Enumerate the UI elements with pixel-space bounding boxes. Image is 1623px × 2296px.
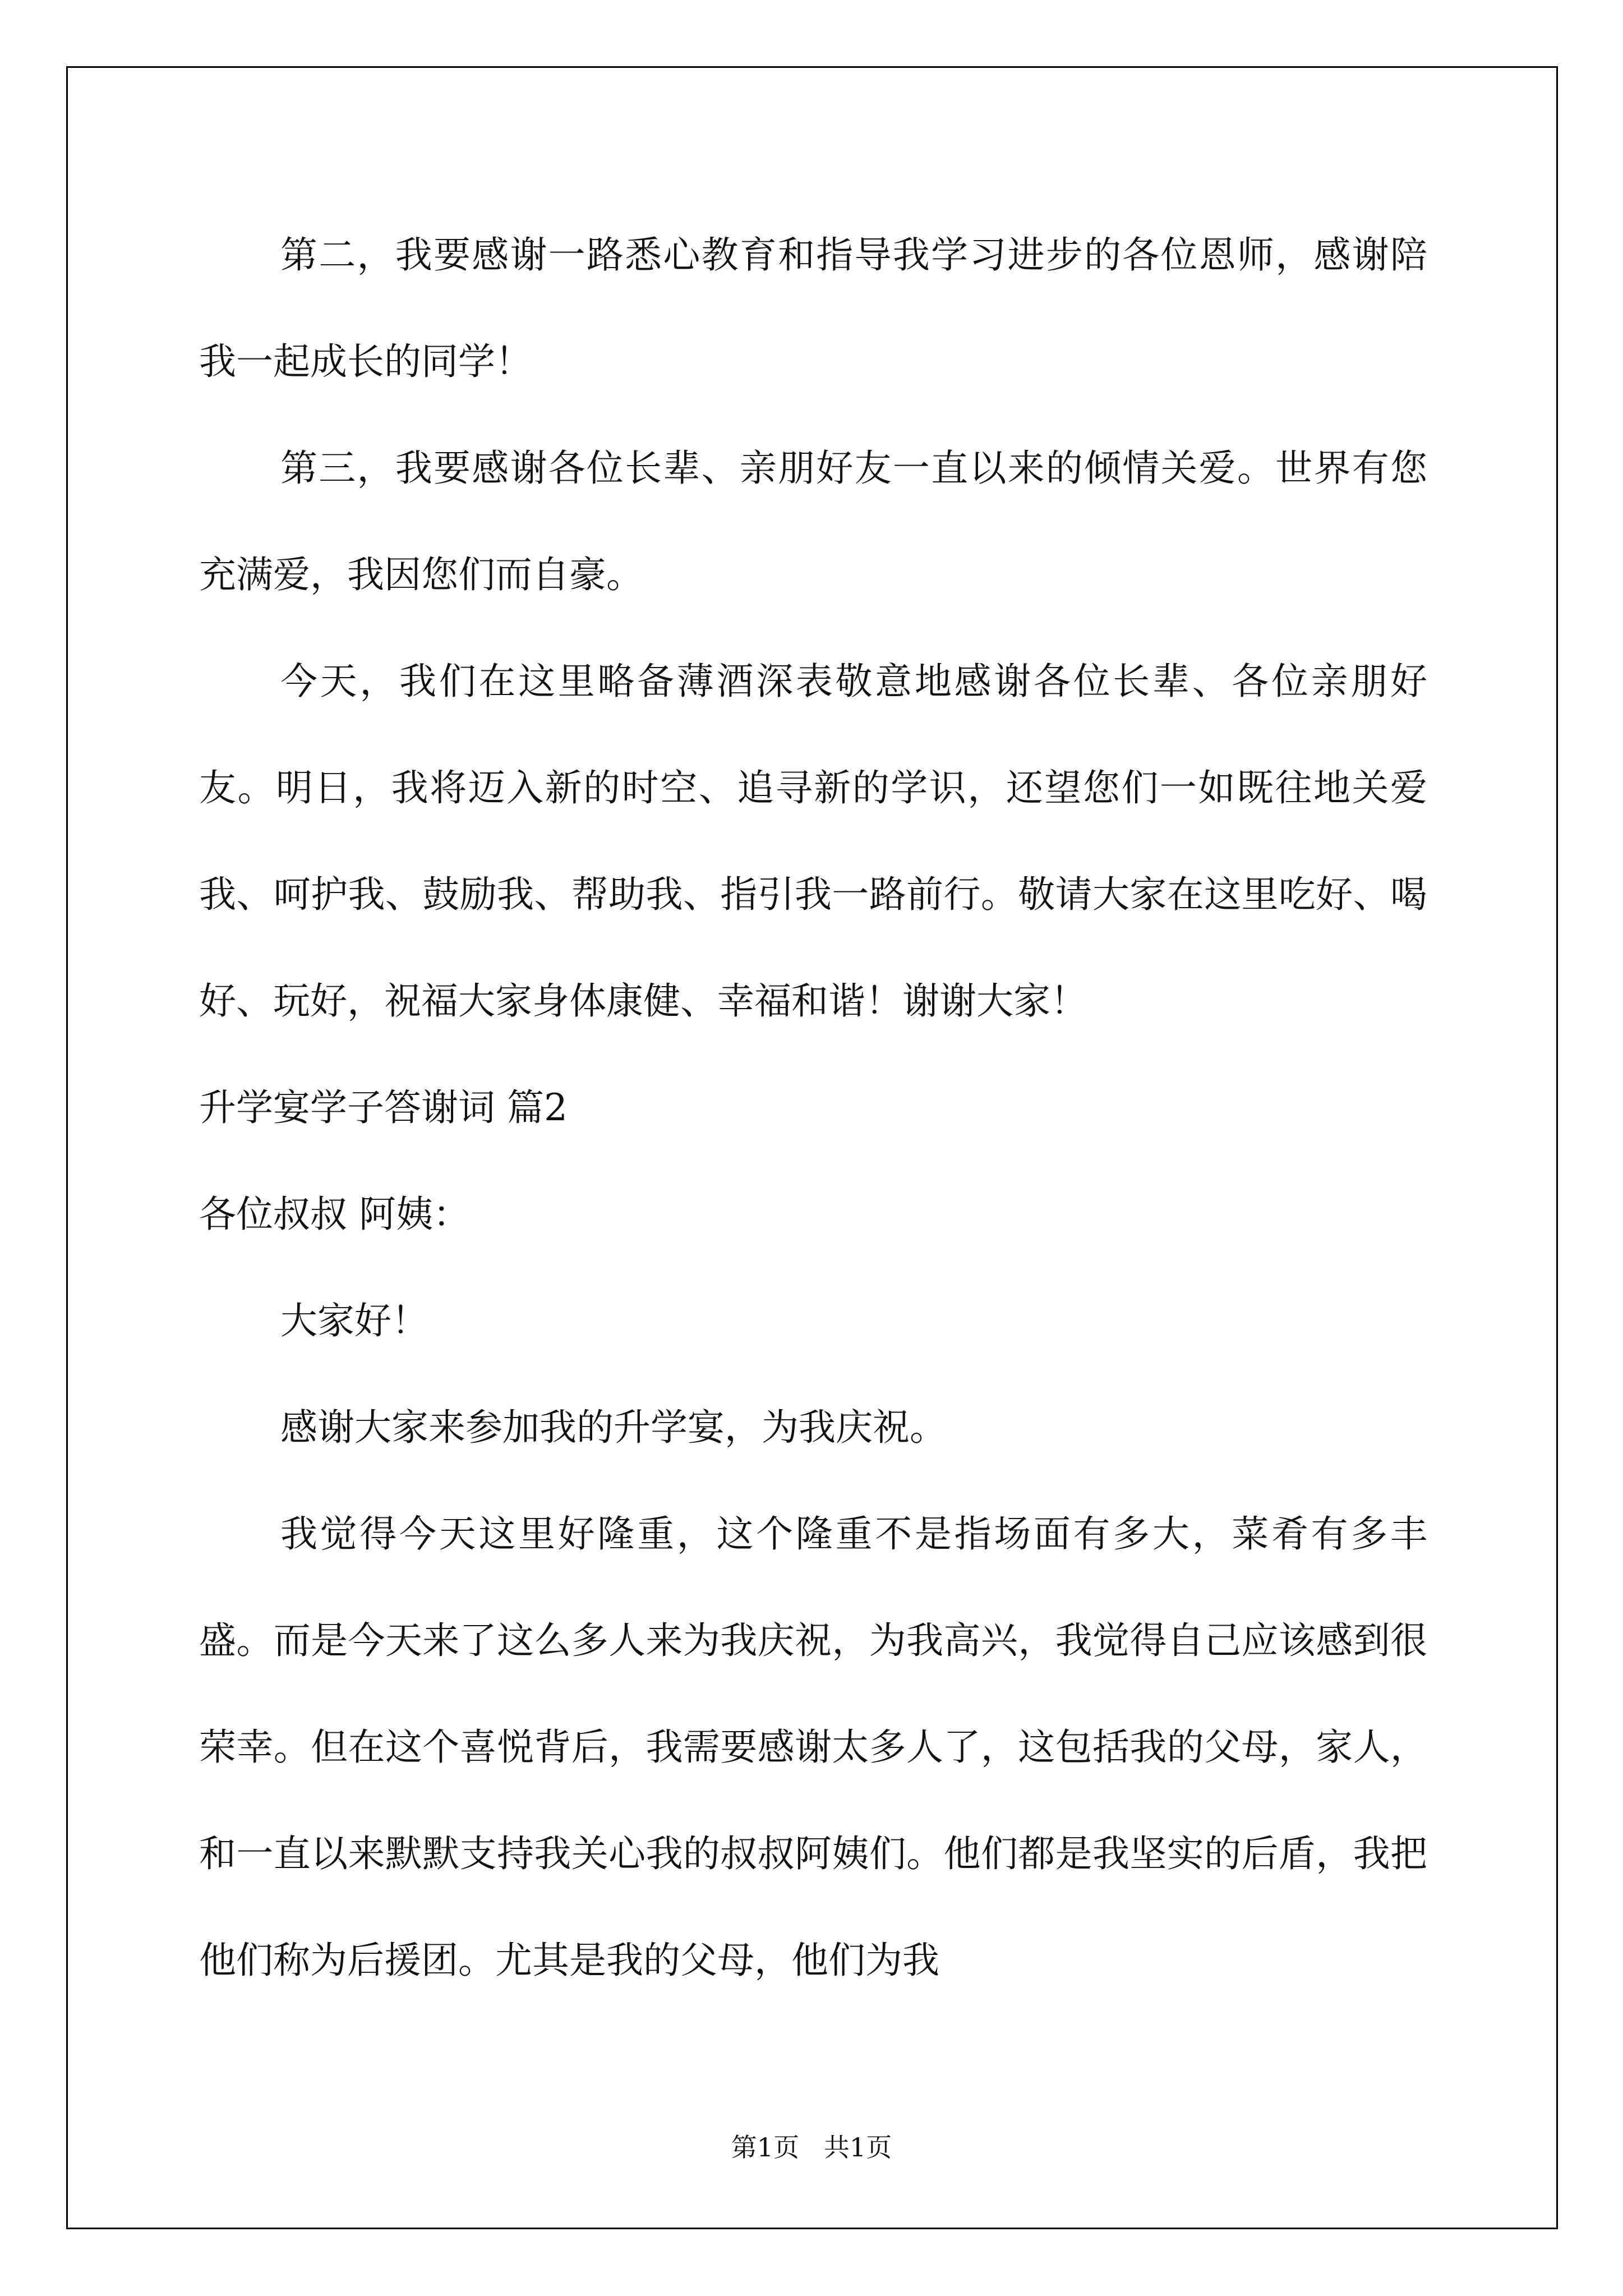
paragraph-today: 今天，我们在这里略备薄酒深表敬意地感谢各位长辈、各位亲朋好友。明日，我将迈入新的时空、追寻新的学识，还望您们一如既往地关爱我、呵护我、鼓励我、帮助我、指引我一路前行。敬请大家在这里吃好、喝好、玩好，祝福大家身体康健、幸福和谐！谢谢大家！ — [199, 660, 1427, 1023]
paragraph-thanks-elders: 第三，我要感谢各位长辈、亲朋好友一直以来的倾情关爱。世界有您充满爱，我因您们而自豪。 — [199, 447, 1427, 596]
document-body — [199, 202, 1427, 2014]
greeting: 大家好！ — [280, 1299, 428, 1342]
page-footer: 第1页 共1页 — [731, 2132, 892, 2162]
paragraph-thanks-attending: 感谢大家来参加我的升学宴，为我庆祝。 — [280, 1406, 947, 1449]
paragraph-thanks-teachers: 第二，我要感谢一路悉心教育和指导我学习进步的各位恩师，感谢陪我一起成长的同学！ — [199, 233, 1427, 383]
paragraph-solemn: 我觉得今天这里好隆重，这个隆重不是指场面有多大，菜肴有多丰盛。而是今天来了这么多人来为我庆祝，为我高兴，我觉得自己应该感到很荣幸。但在这个喜悦背后，我需要感谢太多人了，这包括我的父母，家人，和一直以来默默支持我关心我的叔叔阿姨们。他们都是我坚实的后盾，我把他们称为后援团。尤其是我的父母，他们为我 — [199, 1512, 1427, 1982]
section-heading: 升学宴学子答谢词 篇2 — [199, 1086, 568, 1129]
salutation: 各位叔叔 阿姨： — [199, 1193, 470, 1236]
